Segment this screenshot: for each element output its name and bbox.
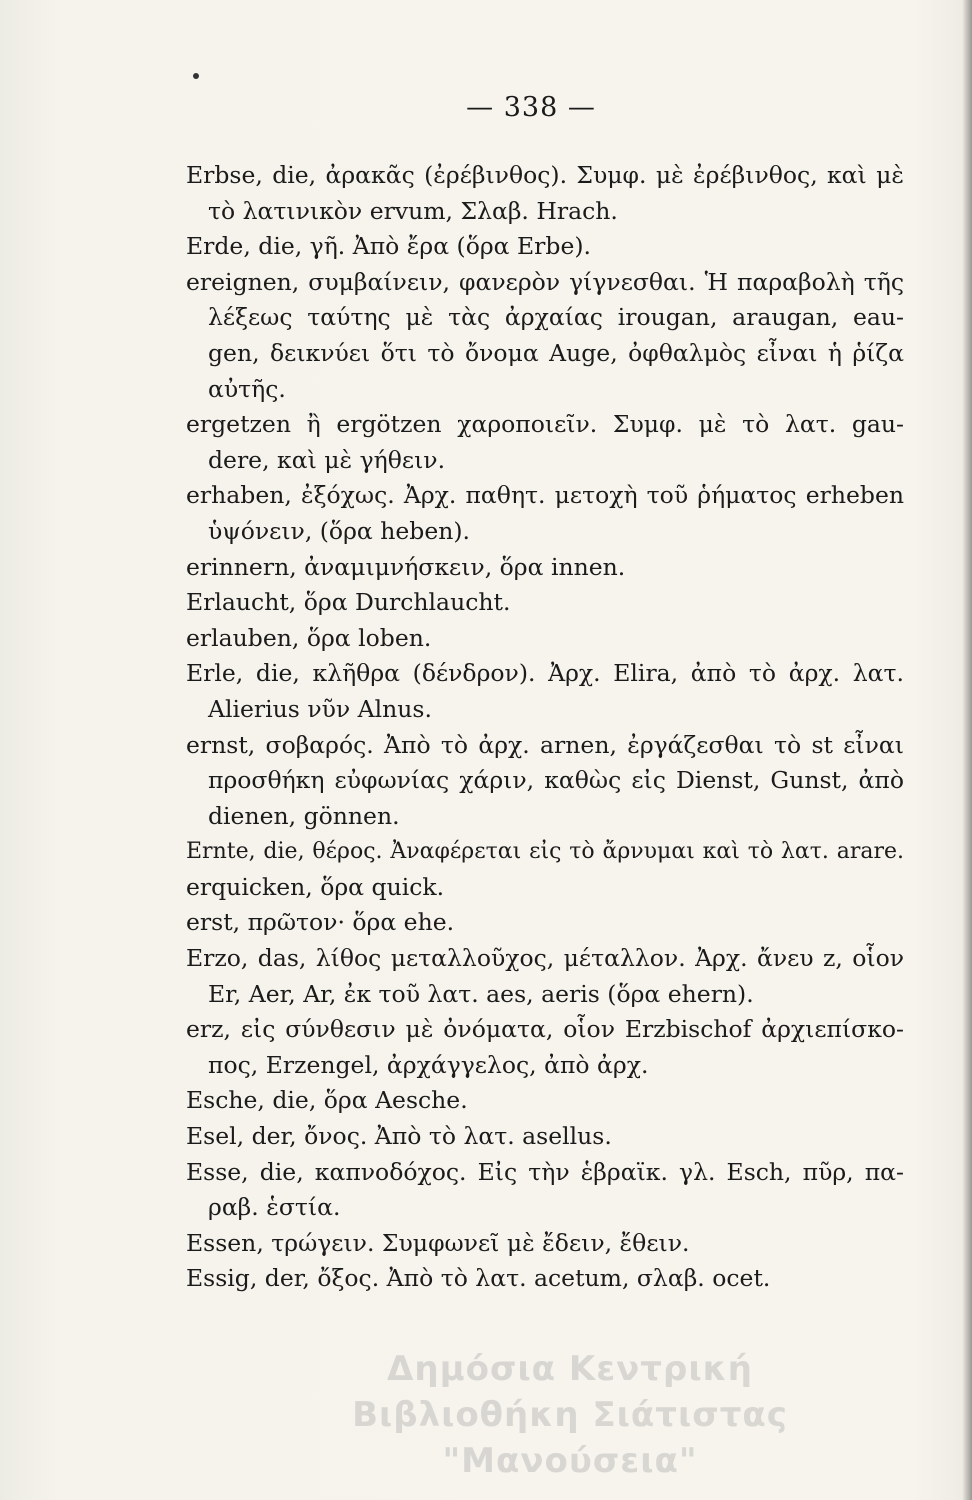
text-line: Essig, der, ὄξος. Ἀπὸ τὸ λατ. acetum, σλαβ. ocet. <box>186 1264 771 1293</box>
text-line: ereignen, συμβαίνειν, φανερὸν γίγνεσθαι. Ἡ παραβολὴ τῆς <box>186 267 904 296</box>
text-line: Essen, τρώγειν. Συμφωνεῖ μὲ ἔδειν, ἔθειν. <box>186 1228 690 1257</box>
text-line: Esche, die, ὅρα Aesche. <box>186 1086 468 1115</box>
text-line: dienen, gönnen. <box>208 801 400 830</box>
text-line: πος, Erzengel, ἀρχάγγελος, ἀπὸ ἀρχ. <box>208 1050 649 1079</box>
text-line: erquicken, ὅρα quick. <box>186 872 445 901</box>
dictionary-text <box>186 158 904 1297</box>
text-line: dere, καὶ μὲ γήθειν. <box>208 445 446 474</box>
page-number: — 338 — <box>466 92 596 123</box>
text-line: ergetzen ἢ ergötzen χαροποιεῖν. Συμφ. μὲ τὸ λατ. gau- <box>186 410 904 439</box>
text-line: erz, εἰς σύνθεσιν μὲ ὀνόματα, οἷον Erzbischof ἀρχιεπίσκο- <box>186 1015 904 1044</box>
ink-dot <box>193 73 199 79</box>
text-line: αὐτῆς. <box>208 374 286 403</box>
text-line: Ernte, die, θέρος. Ἀναφέρεται εἰς τὸ ἄρνυμαι καὶ τὸ λατ. arare. <box>186 839 904 865</box>
text-line: Erlaucht, ὅρα Durchlaucht. <box>186 588 511 617</box>
text-line: τὸ λατινικὸν ervum, Σλαβ. Hrach. <box>208 196 618 225</box>
library-watermark <box>220 1346 920 1484</box>
text-line: Erle, die, κλῆθρα (δένδρον). Ἀρχ. Elira, ἀπὸ τὸ ἀρχ. λατ. <box>186 659 904 688</box>
watermark-line-1: Δημόσια Κεντρική <box>387 1349 753 1389</box>
text-line: Alierius νῦν Alnus. <box>208 694 432 723</box>
text-line: Er, Aer, Ar, ἐκ τοῦ λατ. aes, aeris (ὅρα ehern). <box>208 979 754 1008</box>
text-line: erhaben, ἐξόχως. Ἀρχ. παθητ. μετοχὴ τοῦ ῥήματος erheben <box>186 481 904 510</box>
text-line: Esel, der, ὄνος. Ἀπὸ τὸ λατ. asellus. <box>186 1122 612 1151</box>
text-line: gen, δεικνύει ὅτι τὸ ὄνομα Auge, ὀφθαλμὸς εἶναι ἡ ῥίζα <box>208 338 904 367</box>
text-line: Erzo, das, λίθος μεταλλοῦχος, μέταλλον. Ἀρχ. ἄνευ z, οἷον <box>186 944 904 973</box>
watermark-line-2: Βιβλιοθήκη Σιάτιστας "Μανούσεια" <box>352 1395 788 1481</box>
text-line: ὑψόνειν, (ὅρα heben). <box>208 516 470 545</box>
text-line: προσθήκη εὐφωνίας χάριν, καθὼς εἰς Dienst, Gunst, ἀπὸ <box>208 766 904 795</box>
text-line: erst, πρῶτον· ὅρα ehe. <box>186 908 455 937</box>
text-line: ραβ. ἑστία. <box>208 1193 341 1222</box>
text-line: Erde, die, γῆ. Ἀπὸ ἔρα (ὅρα Erbe). <box>186 232 591 261</box>
text-line: Esse, die, καπνοδόχος. Εἰς τὴν ἑβραϊκ. γλ. Esch, πῦρ, πα- <box>186 1157 904 1186</box>
page-edge-shadow <box>962 0 972 1500</box>
text-line: λέξεως ταύτης μὲ τὰς ἀρχαίας irougan, araugan, eau- <box>208 303 904 332</box>
text-line: Erbse, die, ἀρακᾶς (ἐρέβινθος). Συμφ. μὲ ἐρέβινθος, καὶ μὲ <box>186 161 904 189</box>
text-line: ernst, σοβαρός. Ἀπὸ τὸ ἀρχ. arnen, ἐργάζεσθαι τὸ st εἶναι <box>186 730 904 759</box>
text-line: erlauben, ὅρα loben. <box>186 623 432 652</box>
text-line: erinnern, ἀναμιμνήσκειν, ὅρα innen. <box>186 552 626 581</box>
